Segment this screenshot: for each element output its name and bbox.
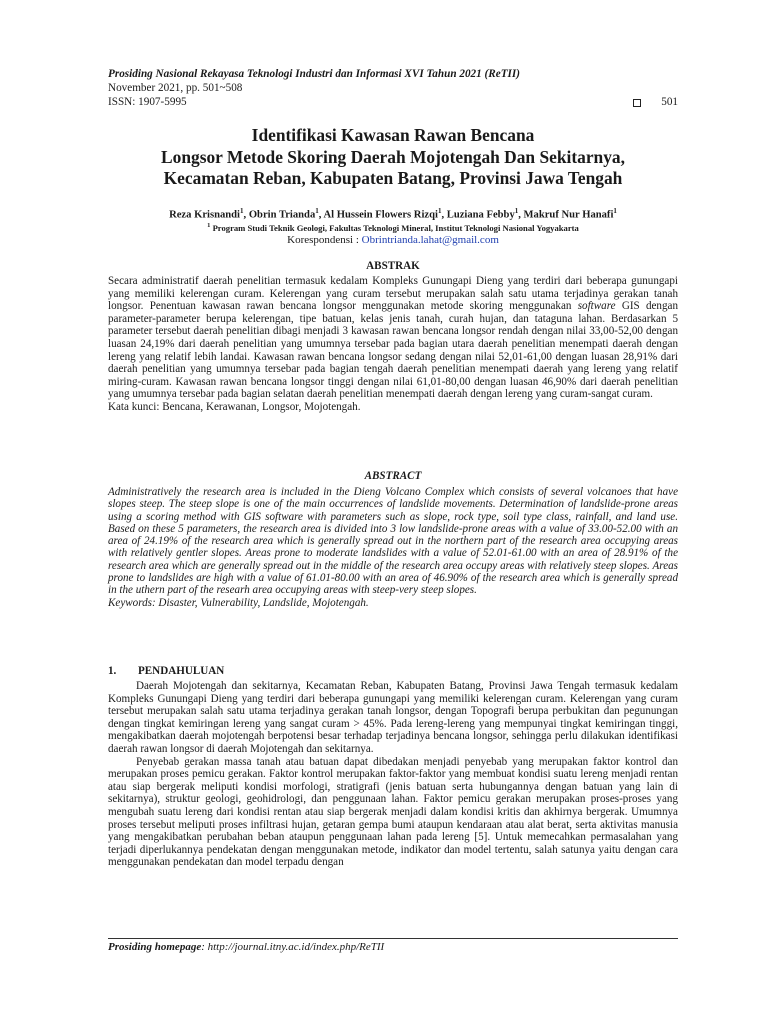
body-paragraph-1: Daerah Mojotengah dan sekitarnya, Kecamatan Reban, Kabupaten Batang, Provinsi Jawa Tengah termasuk kedalam Kompleks Gunungapi Dieng yang terdiri dari beberapa gunungapi yang memiliki kelerengan curam. Kelerengan yang curam tersebut merupakan salah satu utama terjadinya gerakan tanah longsor, dengan Topografi berupa perbukitan dan pegunungan dengan tingkat kemiringan lereng yang sangat curam > 45%. Pada lereng-lereng yang mempunyai tingkat kemiringan tinggi, mengakibatkan daerah mojotengah berpotensi besar terhadap terjadinya bencana longsor, sehingga perlu dilakukan identifikasi daerah rawan longsor di daerah Mojotengah dan sekitarnya.: [108, 680, 678, 755]
author-3-sup: 1: [437, 207, 442, 215]
author-3: Al Hussein Flowers Rizqi: [323, 209, 438, 221]
abstract-heading: ABSTRACT: [364, 470, 422, 482]
correspondence: [108, 234, 678, 247]
abstract-keywords: Keywords: Disaster, Vulnerability, Landslide, Mojotengah.: [108, 596, 369, 609]
author-1: Reza Krisnandi: [169, 209, 241, 221]
title-line-1: Identifikasi Kawasan Rawan Bencana: [251, 125, 535, 145]
author-4-sup: 1: [514, 207, 519, 215]
paper-title: [108, 125, 678, 190]
abstrak-heading: ABSTRAK: [366, 260, 420, 272]
affiliation-sup: 1: [207, 222, 211, 229]
abstrak-text-b: GIS dengan parameter-parameter berupa kelerengan, tipe batuan, kelas jenis tanah, curah hujan, dan tataguna lahan. Berdasarkan 5 parameter tersebut daerah penelitian dibagi menjadi 3 kawasan rawan bencana longsor rendah dengan nilai 33,00-52,00 dengan luasan 24,19% dari daerah penelitian yang umumnya tersebar pada bagian utara daerah penelitian menempati daerah dengan lereng yang relatif lebih landai. Kawasan rawan bencana longsor sedang dengan nilai 52,01-61,00 dengan luasan 28,91% dari daerah penelitian yang umumnya tersebar pada bagian tengah daerah penelitian menempati daerah yang lereng yang relatif miring-curam. Kawasan rawan bencana longsor tinggi dengan nilai 61,01-80,00 dengan luasan 46,90% dari daerah penelitian yang umumnya tersebar pada bagian selatan daerah penelitian menempati daerah dengan lereng yang curam-sangat curam.: [108, 300, 678, 401]
author-5-sup: 1: [613, 207, 617, 215]
issn: ISSN: 1907-5995: [108, 96, 187, 109]
title-line-3: Kecamatan Reban, Kabupaten Batang, Provinsi Jawa Tengah: [163, 168, 623, 188]
affiliation: [108, 220, 678, 234]
author-2-sup: 1: [315, 207, 319, 215]
section-body: [108, 680, 678, 869]
footer-label: Prosiding homepage: [108, 941, 202, 953]
author-1-sup: 1: [240, 207, 244, 215]
abstrak-paragraph: [108, 275, 678, 401]
date-pages: November 2021, pp. 501~508: [108, 82, 243, 95]
section-heading: [108, 665, 224, 677]
correspondence-label: Korespondensi :: [287, 234, 359, 246]
title-line-2: Longsor Metode Skoring Daerah Mojotengah Dan Sekitarnya,: [161, 146, 625, 167]
issn-row: [108, 95, 678, 109]
abstrak-keywords: Kata kunci: Bencana, Kerawanan, Longsor, Mojotengah.: [108, 400, 361, 413]
section-number: 1.: [108, 665, 117, 677]
author-list: Reza Krisnandi$^1$, Obrin Trianda$^1$, Al Hussein Flowers Rizqi$^1$, Luziana Febby$^1$, Makruf Nur Hanafi$^1$: [169, 207, 617, 221]
affiliation-text: Program Studi Teknik Geologi, Fakultas Teknologi Mineral, Institut Teknologi Nasional Yogyakarta: [212, 222, 579, 233]
page-number: 501: [661, 96, 678, 109]
journal-name: Prosiding Nasional Rekayasa Teknologi Industri dan Informasi XVI Tahun 2021 (ReTII): [108, 68, 520, 80]
page-number-group: [633, 95, 678, 109]
abstrak-software-word: software: [577, 300, 616, 313]
abstract-paragraph: Administratively the research area is included in the Dieng Volcano Complex which consists of several volcanoes that have slopes steep. The steep slope is one of the main occurrences of landslide movements. Determination of landslide-prone areas using a scoring method with GIS software with parameters such as slope, rock type, soil type class, rainfall, and land use. Based on these 5 parameters, the research area is divided into 3 low landslide-prone areas with a value of 33.00-52.00 with an area of 24.19% of the research area which is generally spread out in the northern part of the research area occupying areas with relatively gentler slopes. Areas prone to moderate landslides with a value of 52.01-61.00 with an area of 28.91% of the research area which are generally spread out in the middle of the research area occupy areas with relatively steep slopes. Areas prone to landslides are high with a value of 61.01-80.00 with an area of 46.90% of the research area which is generally spread in the uthern part of the researh area occupying areas with steep-very steep slopes.: [108, 486, 678, 597]
square-box-icon: [633, 99, 641, 107]
running-header: [108, 67, 678, 110]
footer: [108, 941, 384, 953]
author-5: Makruf Nur Hanafi: [523, 209, 614, 221]
abstrak-text-a: Secara administratif daerah penelitian termasuk kedalam Kompleks Gunungapi Dieng yang terdiri dari beberapa gunungapi yang memiliki kelerengan curam. Kelerengan yang curam tersebut merupakan salah satu utama terjadinya gerakan tanah longsor. Penentuan kawasan rawan bencana longsor menggunakan metode skoring menggunakan: [108, 275, 678, 313]
abstract-body: [108, 486, 678, 609]
footer-rule: [108, 938, 678, 939]
body-paragraph-2: Penyebab gerakan massa tanah atau batuan dapat dibedakan menjadi penyebab yang merupakan faktor kontrol dan merupakan proses pemicu gerakan. Faktor kontrol merupakan faktor-faktor yang membuat kondisi suatu lereng menjadi rentan atau siap bergerak meliputi kondisi morfologi, stratigrafi (jenis batuan serta hubungannya dengan batuan yang lain di sekitarnya), struktur geologi, geohidrologi, dan penggunaan lahan. Faktor pemicu gerakan merupakan proses-proses yang mengubah suatu lereng dari kondisi rentan atau siap bergerak menjadi dalam kondisi kritis dan akhirnya bergerak. Umumnya proses tersebut meliputi proses infiltrasi hujan, getaran gempa bumi ataupun kendaraan atau alat berat, serta aktivitas manusia yang mengakibatkan perubahan beban ataupun penggunaan lahan pada lereng [5]. Untuk memecahkan permasalahan yang terjadi diperlukannya pendekatan dengan menggunakan metode, indikator dan model tertentu, salah satunya yaitu dengan cara menggunakan pendekatan dan model terpadu dengan: [108, 755, 678, 869]
author-4: Luziana Febby: [446, 209, 515, 221]
correspondence-email-link[interactable]: Obrintrianda.lahat@gmail.com: [361, 234, 499, 246]
section-title: PENDAHULUAN: [138, 665, 225, 677]
author-2: Obrin Trianda: [248, 209, 316, 221]
footer-url-link[interactable]: : http://journal.itny.ac.id/index.php/ReTII: [201, 941, 385, 953]
abstrak-body: [108, 275, 678, 414]
